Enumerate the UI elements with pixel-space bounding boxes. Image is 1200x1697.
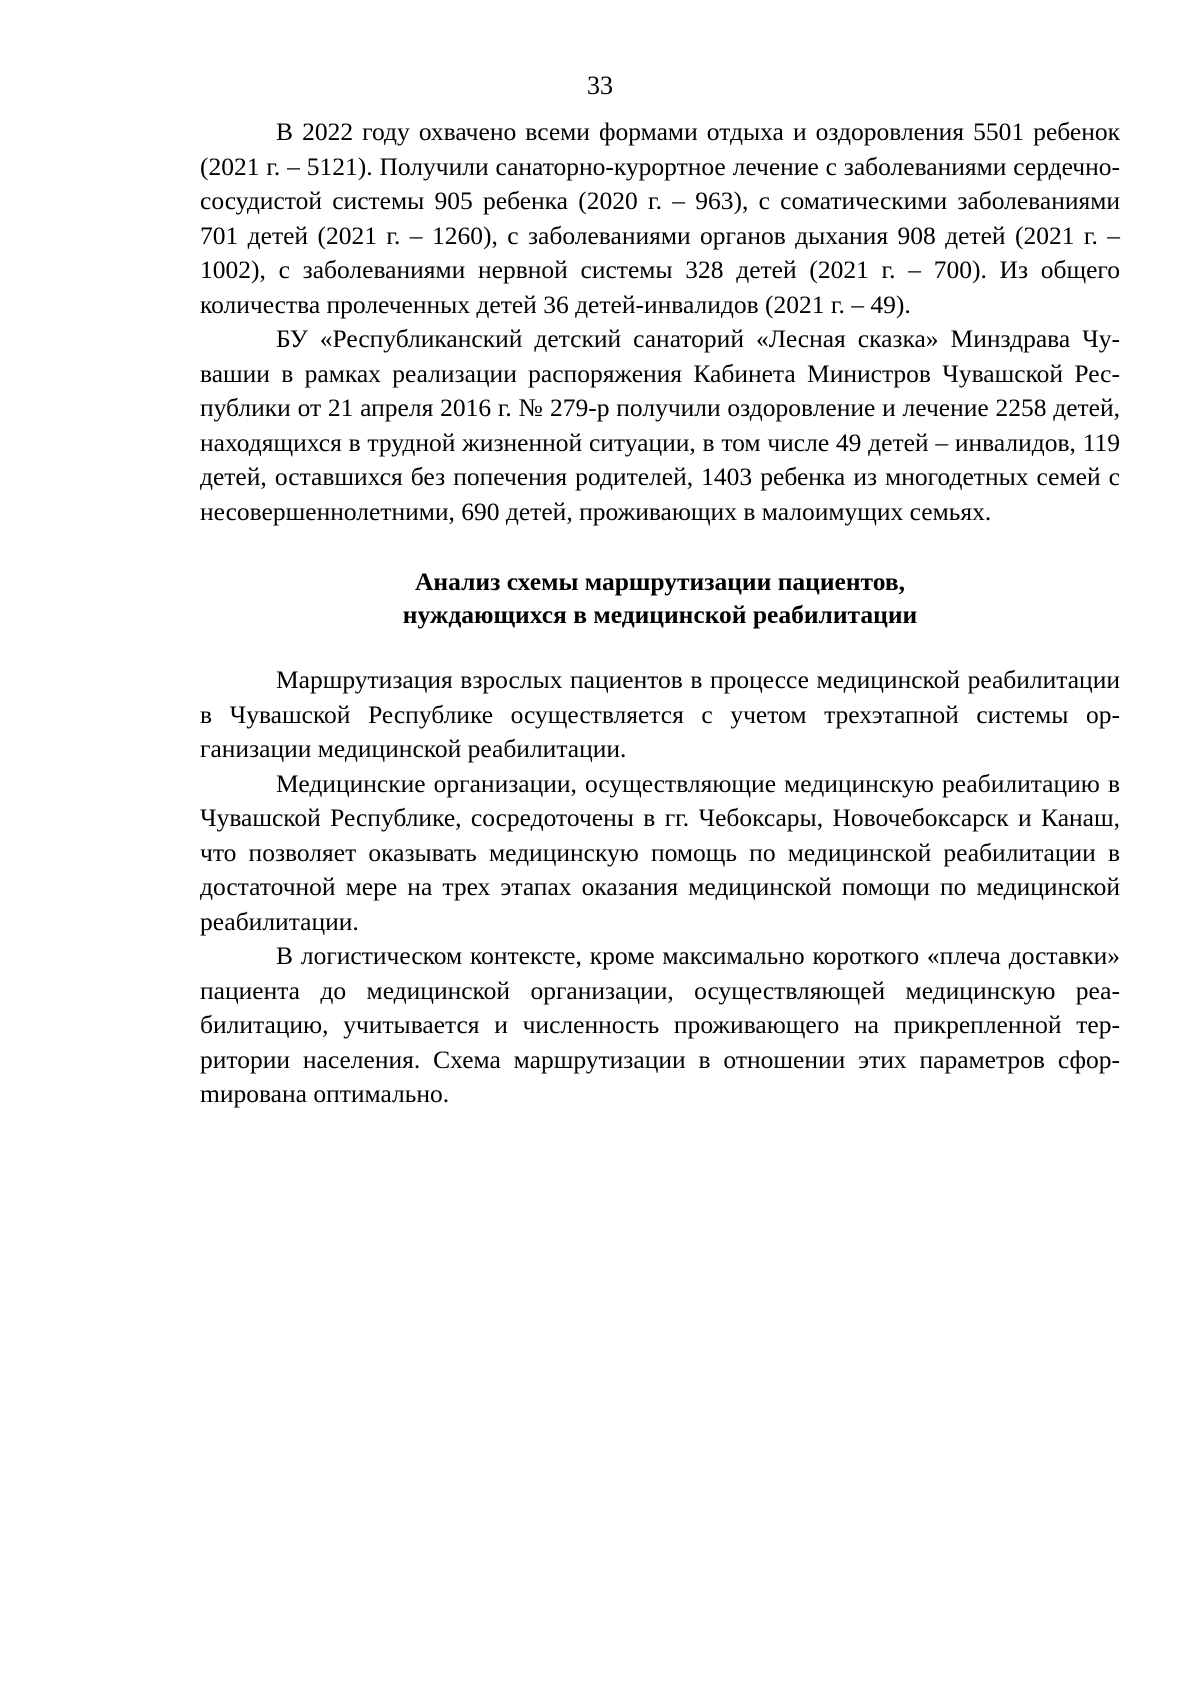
- section-heading: [200, 565, 1120, 631]
- document-body: [200, 115, 1120, 1112]
- paragraph-organizations: Медицинские организации, осуществляющие медицинскую реабилитацию в Чувашской Республике, сосредоточены в гг. Чебоксары, Новочебоксарск и Канаш, что позволяет оказывать медицинскую помощь по медицинской реабилитации в достаточной мере на трех этапах оказания медицинской помощи по медицинской реабилитации.: [200, 768, 1120, 936]
- paragraph-sanatorium: БУ «Республиканский детский санаторий «Лесная сказка» Минздрава Чувашии в рамках реализации распоряжения Кабинета Министров Чувашской Республики от 21 апреля 2016 г. № 279-р получили оздоровление и лечение 2258 детей, находящихся в трудной жизненной ситуации, в том числе 49 детей – инвалидов, 119 детей, оставшихся без попечения родителей, 1403 ребенка из многодетных семей с несовершеннолетними, 690 детей, проживающих в малоимущих семьях.: [200, 324, 1120, 526]
- paragraph-logistics: В логистическом контексте, кроме максимально короткого «плеча доставки» пациента до медицинской организации, осуществляющей медицинскую реабилитацию, учитывается и численность проживающего на прикрепленной территории населения. Схема маршрутизации в отношении этих параметров сфорmирована оптимально.: [200, 941, 1120, 1108]
- paragraph-routing: Маршрутизация взрослых пациентов в процессе медицинской реабилитации в Чувашской Республике осуществляется с учетом трехэтапной системы организации медицинской реабилитации.: [200, 665, 1120, 763]
- section-heading-line-1: Анализ схемы маршрутизации пациентов,: [415, 567, 905, 596]
- page-number: 33: [587, 71, 613, 100]
- paragraph-recreation-stats: В 2022 году охвачено всеми формами отдыха и оздоровления 5501 ребенок (2021 г. – 5121). Получили санаторно-курортное лечение с заболеваниями сердечно-сосудистой системы 905 ребенка (2020 г. – 963), с соматическими заболеваниями 701 детей (2021 г. – 1260), с заболеваниями органов дыхания 908 детей (2021 г. – 1002), с заболеваниями нервной системы 328 детей (2021 г. – 700). Из общего количества пролеченных детей 36 детей-инвалидов (2021 г. – 49).: [200, 117, 1120, 319]
- section-heading-line-2: нуждающихся в медицинской реабилитации: [402, 600, 918, 629]
